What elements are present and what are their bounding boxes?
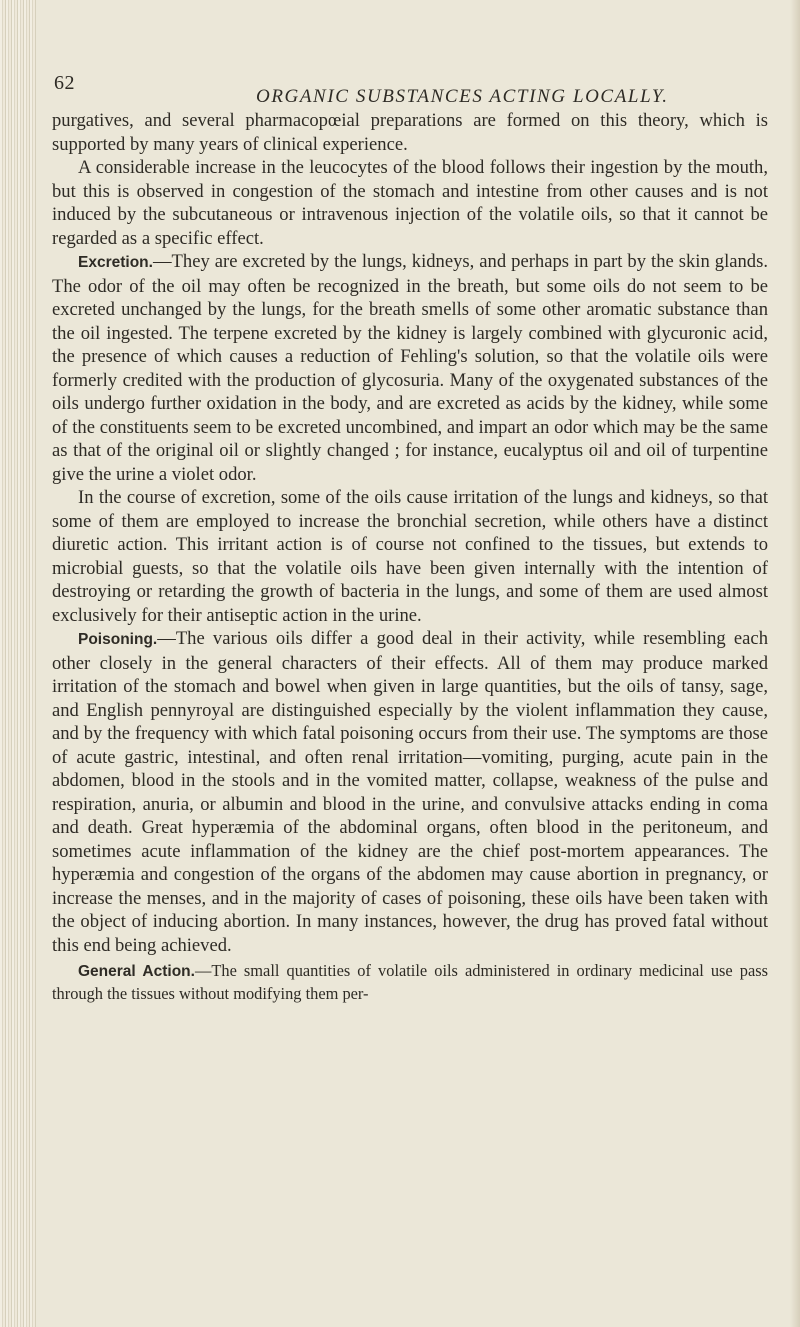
page-number: 62 [54, 72, 75, 94]
paragraph-poisoning [52, 627, 768, 957]
paragraph-text: A considerable increase in the leucocytes of the blood follows their ingestion by the mouth, but this is observed in congestion of the stomach and intestine from other causes and is not induced by the subcutaneous or intravenous injection of the volatile oils, so that it cannot be regarded as a specific effect. [52, 157, 768, 249]
paragraph-text: In the course of excretion, some of the oils cause irritation of the lungs and kidneys, so that some of them are employed to increase the bronchial secretion, while others have a distinct diuretic action. This irritant action is of course not confined to the tissues, but extends to microbial guests, so that the volatile oils have been given internally with the intention of destroying or retarding the growth of bacteria in the lungs, and some of them are used almost exclusively for their antiseptic action in the urine. [52, 487, 768, 626]
paragraph [52, 486, 768, 627]
paragraph-excretion [52, 250, 768, 486]
section-heading: General Action. [78, 963, 195, 980]
paragraph-text: —The small quantities of volatile oils administered in ordinary medicinal use pass through the tissues without modifying them per- [52, 961, 768, 1003]
running-title: ORGANIC SUBSTANCES ACTING LOCALLY. [256, 86, 669, 107]
section-heading: Excretion. [78, 254, 153, 271]
page-header [54, 72, 774, 106]
paragraph-general-action [52, 960, 768, 1004]
paragraph-text: —The various oils differ a good deal in their activity, while resembling each other closely in the general characters of their effects. All of them may produce marked irritation of the stomach and bowel when given in large quantities, but the oils of tansy, sage, and English pennyroyal are distinguished especially by the violent inflammation they cause, and by the frequency with which fatal poisoning occurs from their use. The symptoms are those of acute gastric, intestinal, and often renal irritation—vomiting, purging, acute pain in the abdomen, blood in the stools and in the vomited matter, collapse, weakness of the pulse and respiration, anuria, or albumin and blood in the urine, and convulsive attacks ending in coma and death. Great hyperæmia of the abdominal organs, often blood in the peritoneum, and sometimes acute inflammation of the kidney are the chief post-mortem appearances. The hyperæmia and congestion of the organs of the abdomen may cause abortion in pregnancy, or increase the menses, and in the majority of cases of poisoning, these oils have been taken with the object of inducing abortion. In many instances, however, the drug has proved fatal without this end being achieved. [52, 628, 768, 956]
body-text [52, 109, 768, 1004]
page-gutter [0, 0, 36, 1327]
paragraph-text: purgatives, and several pharmacopœial preparations are formed on this theory, which is supported by many years of clinical experience. [52, 110, 768, 155]
page-right-edge [790, 0, 800, 1327]
paragraph [52, 109, 768, 156]
section-heading: Poisoning. [78, 631, 158, 648]
paragraph-text: —They are excreted by the lungs, kidneys, and perhaps in part by the skin glands. The odor of the oil may often be recognized in the breath, but some oils do not seem to be excreted unchanged by the lungs, for the breath smells of some other aromatic substance than the oil ingested. The terpene excreted by the kidney is largely combined with glycuronic acid, the presence of which causes a reduction of Fehling's solution, so that the volatile oils were formerly credited with the production of glycosuria. Many of the oxygenated substances of the oils undergo further oxidation in the body, and are excreted as acids by the kidney, while some of the constituents seem to be excreted uncombined, and impart an odor which may be the same as that of the original oil or slightly changed ; for instance, eucalyptus oil and oil of turpentine give the urine a violet odor. [52, 251, 768, 485]
paragraph [52, 156, 768, 250]
